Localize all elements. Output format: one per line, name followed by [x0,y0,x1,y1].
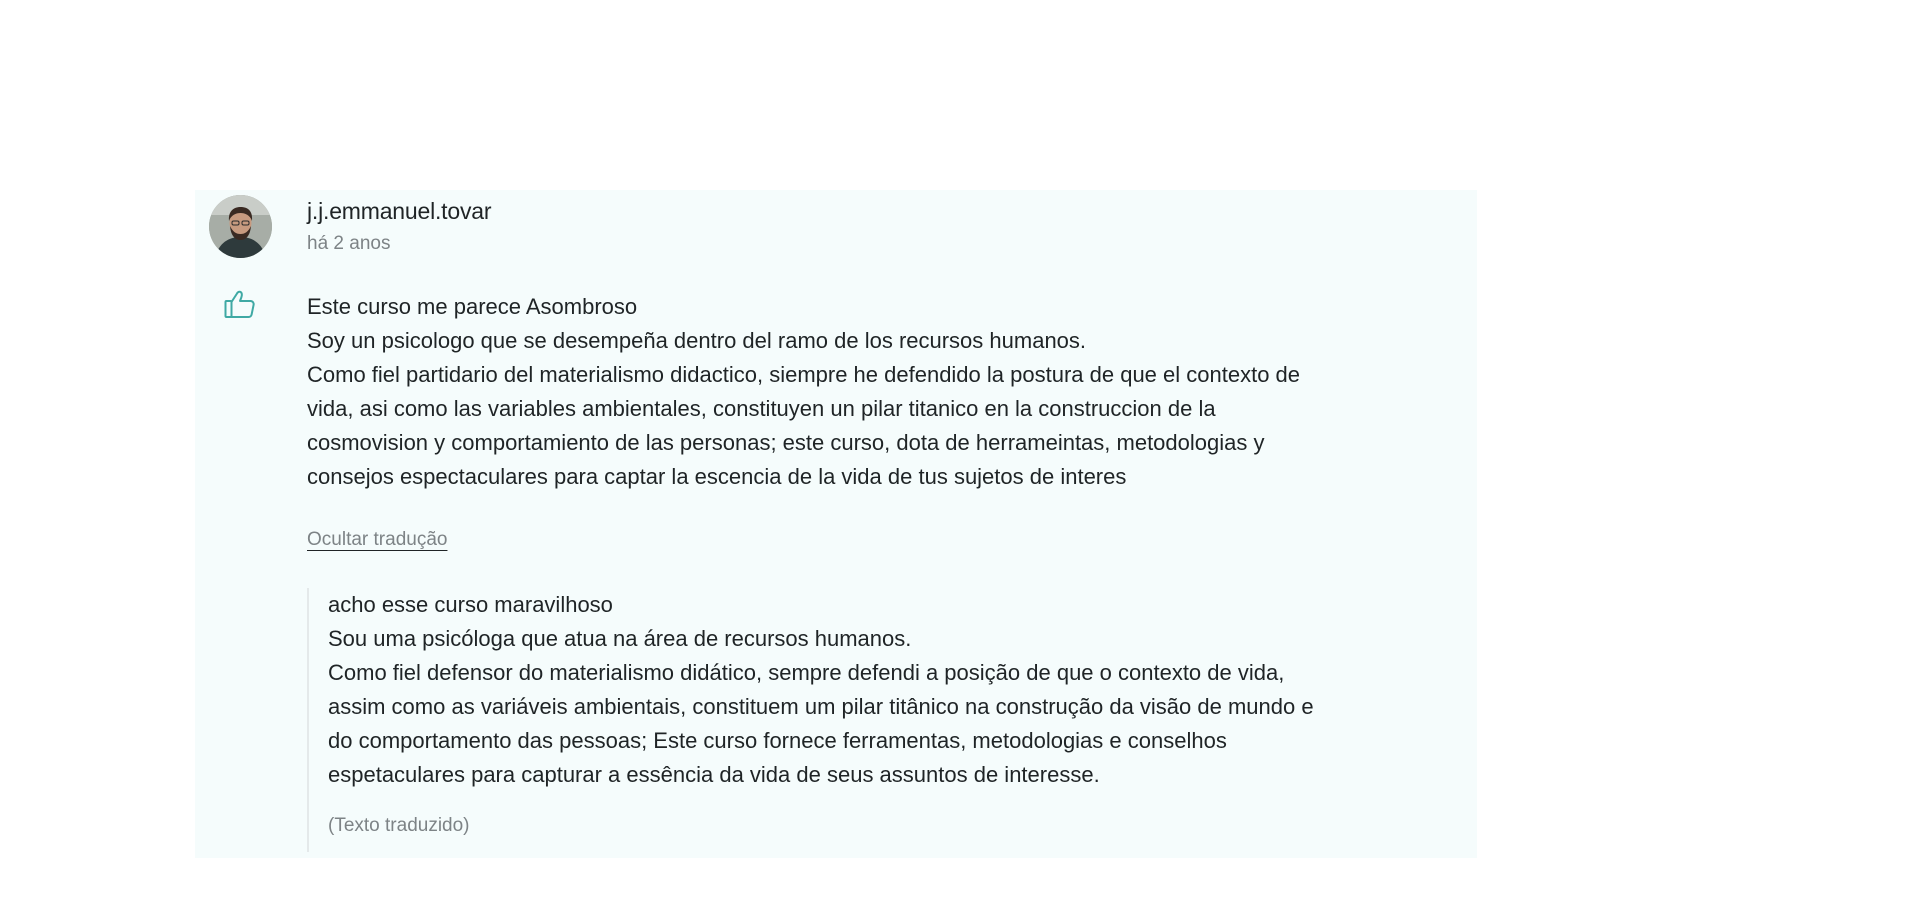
thumbs-up-icon[interactable] [223,287,257,321]
translation-line: Como fiel defensor do materialismo didático, sempre defendi a posição de que o contexto de vida, [328,660,1285,685]
comment-timestamp: há 2 anos [307,233,391,254]
translation-line: Sou uma psicóloga que atua na área de recursos humanos. [328,626,912,651]
translation-line: espetaculares para capturar a essência da vida de seus assuntos de interesse. [328,762,1100,787]
original-line: consejos espectaculares para captar la escencia de la vida de tus sujetos de interes [307,464,1127,489]
comment-original-text [307,290,1417,494]
translated-note: (Texto traduzido) [328,815,470,836]
comment-card [195,190,1477,858]
original-line: Como fiel partidario del materialismo didactico, siempre he defendido la postura de que el contexto de [307,362,1301,387]
translation-block [307,588,1439,852]
original-line: Soy un psicologo que se desempeña dentro del ramo de los recursos humanos. [307,328,1087,353]
translated-text [328,588,1314,792]
original-line: Este curso me parece Asombroso [307,294,638,319]
translation-line: assim como as variáveis ambientais, constituem um pilar titânico na construção da visão de mundo e [328,694,1314,719]
hide-translation-link[interactable]: Ocultar tradução [307,529,448,550]
original-line: cosmovision y comportamiento de las personas; este curso, dota de herrameintas, metodologias y [307,430,1265,455]
original-line: vida, asi como las variables ambientales, constituyen un pilar titanico en la construccion de la [307,396,1216,421]
comment-author[interactable]: j.j.emmanuel.tovar [307,198,492,224]
translation-line: do comportamento das pessoas; Este curso fornece ferramentas, metodologias e conselhos [328,728,1227,753]
avatar[interactable] [209,195,272,258]
translation-line: acho esse curso maravilhoso [328,592,613,617]
